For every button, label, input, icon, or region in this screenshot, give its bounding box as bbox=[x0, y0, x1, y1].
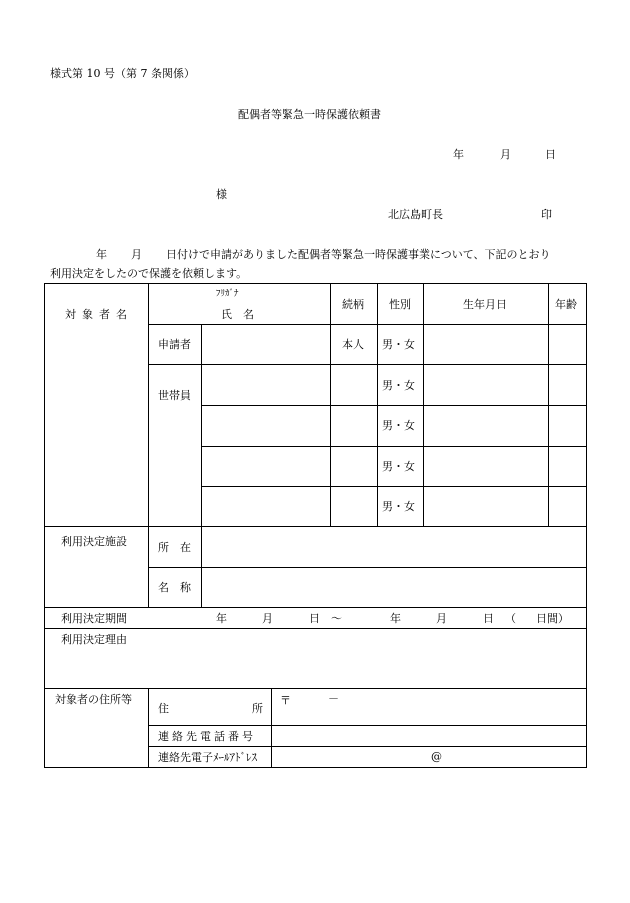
furigana-label: ﾌﾘｶﾞﾅ bbox=[216, 289, 239, 299]
sex-option: 男・女 bbox=[382, 379, 415, 392]
intro-text-line2: 利用決定をしたので保護を依頼します。 bbox=[50, 267, 248, 280]
sex-header: 性別 bbox=[389, 298, 411, 311]
intro-month: 月 bbox=[131, 248, 142, 261]
form-number: 様式第 10 号（第 7 条関係） bbox=[50, 67, 195, 80]
sex-option: 男・女 bbox=[382, 500, 415, 513]
period-day-2: 日 bbox=[483, 612, 494, 625]
age-header: 年齢 bbox=[555, 298, 577, 311]
period-day-1: 日 bbox=[309, 612, 320, 625]
location-label: 所 在 bbox=[158, 541, 191, 554]
address-label-2: 所 bbox=[252, 702, 263, 715]
intro-text: 日付けで申請がありました配偶者等緊急一時保護事業について、下記のとおり bbox=[166, 248, 551, 261]
period-days: 日間） bbox=[536, 612, 569, 625]
applicant-label: 申請者 bbox=[158, 338, 191, 351]
address-label-1: 住 bbox=[158, 702, 169, 715]
phone-label: 連絡先電話番号 bbox=[158, 730, 256, 743]
page-title: 配偶者等緊急一時保護依頼書 bbox=[238, 108, 381, 121]
reason-label: 利用決定理由 bbox=[61, 633, 127, 646]
period-month-1: 月 bbox=[262, 612, 273, 625]
email-label: 連絡先電子ﾒｰﾙｱﾄﾞﾚｽ bbox=[158, 751, 257, 764]
seal-mark: 印 bbox=[541, 208, 552, 221]
at-sign: @ bbox=[431, 750, 442, 763]
facility-name-label: 名 称 bbox=[158, 581, 191, 594]
addressee-suffix: 様 bbox=[216, 188, 227, 201]
postal-dash: － bbox=[328, 692, 339, 705]
intro-year: 年 bbox=[96, 248, 107, 261]
sex-option: 男・女 bbox=[382, 419, 415, 432]
sex-option: 男・女 bbox=[382, 460, 415, 473]
period-year-2: 年 bbox=[390, 612, 401, 625]
relation-header: 続柄 bbox=[342, 298, 364, 311]
address-section-label: 対象者の住所等 bbox=[55, 693, 132, 706]
subjects-label: 対象者名 bbox=[65, 308, 133, 321]
period-tilde: ～ bbox=[331, 612, 342, 625]
sender: 北広島町長 bbox=[388, 208, 443, 221]
date-year: 年 bbox=[453, 148, 464, 161]
date-month: 月 bbox=[500, 148, 511, 161]
name-header: 氏 名 bbox=[221, 308, 254, 321]
sex-option: 男・女 bbox=[382, 338, 415, 351]
postal-mark: 〒 bbox=[280, 694, 291, 707]
date-day: 日 bbox=[545, 148, 556, 161]
period-paren: （ bbox=[505, 612, 516, 625]
period-month-2: 月 bbox=[436, 612, 447, 625]
household-label: 世帯員 bbox=[158, 389, 191, 402]
period-label: 利用決定期間 bbox=[61, 612, 127, 625]
facility-label: 利用決定施設 bbox=[61, 535, 127, 548]
applicant-relation: 本人 bbox=[342, 338, 364, 351]
birth-header: 生年月日 bbox=[463, 298, 507, 311]
period-year-1: 年 bbox=[216, 612, 227, 625]
